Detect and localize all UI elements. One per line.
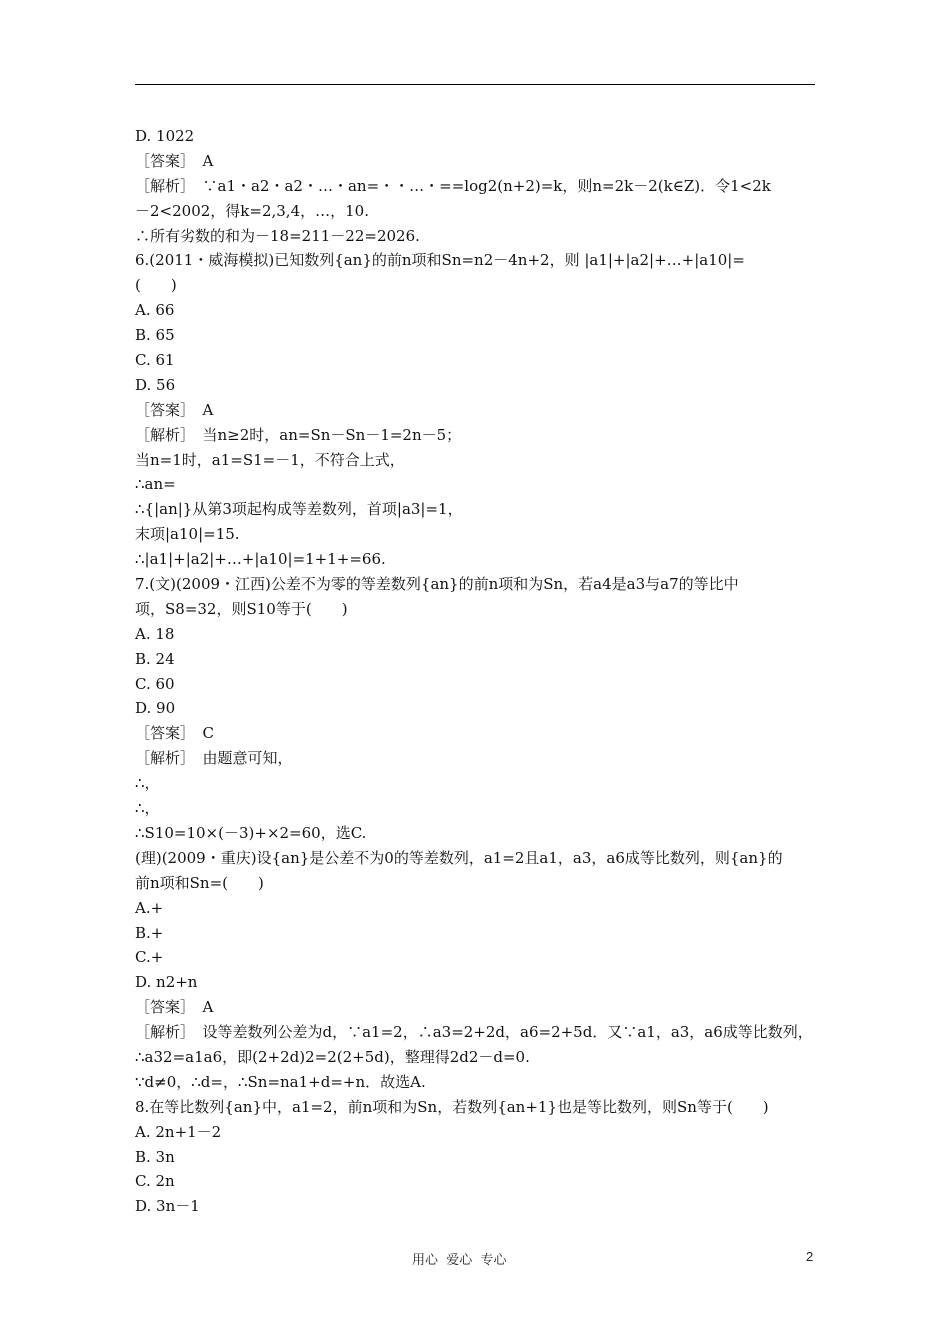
text-line: C. 61 [135, 351, 175, 370]
text-line: ∴所有劣数的和为－18=211－22=2026. [135, 226, 420, 245]
text-line: 6.(2011・威海模拟)已知数列{an}的前n项和Sn=n2－4n+2，则 |a1|+|a2|+…+|a10|= [135, 251, 745, 270]
text-line: A.+ [135, 898, 164, 917]
text-line: 7.(文)(2009・江西)公差不为零的等差数列{an}的前n项和为Sn，若a4是a3与a7的等比中 [135, 575, 739, 594]
text-line: ［答案］ A [135, 400, 214, 419]
text-line: ［答案］ A [135, 151, 214, 170]
text-line: 前n项和Sn=( ) [135, 873, 264, 892]
text-line: －2<2002，得k=2,3,4，…，10. [135, 201, 369, 220]
text-line: 末项|a10|=15. [135, 525, 240, 544]
text-line: 8.在等比数列{an}中，a1=2，前n项和为Sn，若数列{an+1}也是等比数列，则Sn等于( ) [135, 1097, 769, 1116]
text-line: ［解析］ ∵a1・a2・a2・…・an=・・…・==log2(n+2)=k，则n=2k－2(k∈Z)．令1<2k [135, 176, 771, 195]
text-line: D. 90 [135, 699, 176, 718]
text-line: ( ) [135, 276, 177, 295]
text-line: 当n=1时，a1=S1=－1，不符合上式， [135, 450, 405, 469]
document-body [135, 124, 825, 1219]
text-line: B. 24 [135, 649, 175, 668]
text-line: C. 2n [135, 1172, 175, 1191]
text-line: B.+ [135, 923, 164, 942]
text-line: ∴， [135, 799, 160, 818]
page-number: 2 [806, 1249, 814, 1264]
text-line: C. 60 [135, 674, 175, 693]
text-line: ∴{|an|}从第3项起构成等差数列，首项|a3|=1， [135, 500, 463, 519]
header-rule [135, 84, 815, 85]
text-line: C.+ [135, 948, 164, 967]
text-line: B. 65 [135, 326, 175, 345]
text-line: A. 18 [135, 624, 175, 643]
text-line: ∴a32=a1a6，即(2+2d)2=2(2+5d)，整理得2d2－d=0. [135, 1047, 530, 1066]
text-line: A. 2n+1－2 [135, 1122, 222, 1141]
text-line: ［解析］ 由题意可知， [135, 749, 293, 768]
text-line: ［解析］ 设等差数列公差为d，∵a1=2，∴a3=2+2d，a6=2+5d．又∵a1，a3，a6成等比数列， [135, 1023, 813, 1042]
text-line: A. 66 [135, 301, 175, 320]
text-line: ［答案］ A [135, 998, 214, 1017]
text-line: ［解析］ 当n≥2时，an=Sn－Sn－1=2n－5； [135, 425, 462, 444]
text-line: D. 1022 [135, 127, 195, 145]
text-line: B. 3n [135, 1147, 175, 1166]
text-line: ∴S10=10×(－3)+×2=60，选C. [135, 823, 367, 842]
text-line: (理)(2009・重庆)设{an}是公差不为0的等差数列，a1=2且a1，a3，a6成等比数列，则{an}的 [135, 848, 783, 867]
text-line: D. 56 [135, 375, 176, 394]
text-line: D. n2+n [135, 973, 198, 992]
footer-slogan: 用心 爱心 专心 [412, 1253, 507, 1268]
text-line: ［答案］ C [135, 724, 214, 743]
text-line: ∴an= [135, 475, 176, 494]
text-line: 项，S8=32，则S10等于( ) [135, 599, 348, 618]
text-line: ∵d≠0，∴d=，∴Sn=na1+d=+n．故选A. [135, 1072, 426, 1091]
text-line: ∴， [135, 774, 160, 793]
text-line: ∴|a1|+|a2|+…+|a10|=1+1+=66. [135, 550, 386, 569]
text-line: D. 3n－1 [135, 1197, 200, 1216]
page-footer [0, 1249, 950, 1269]
